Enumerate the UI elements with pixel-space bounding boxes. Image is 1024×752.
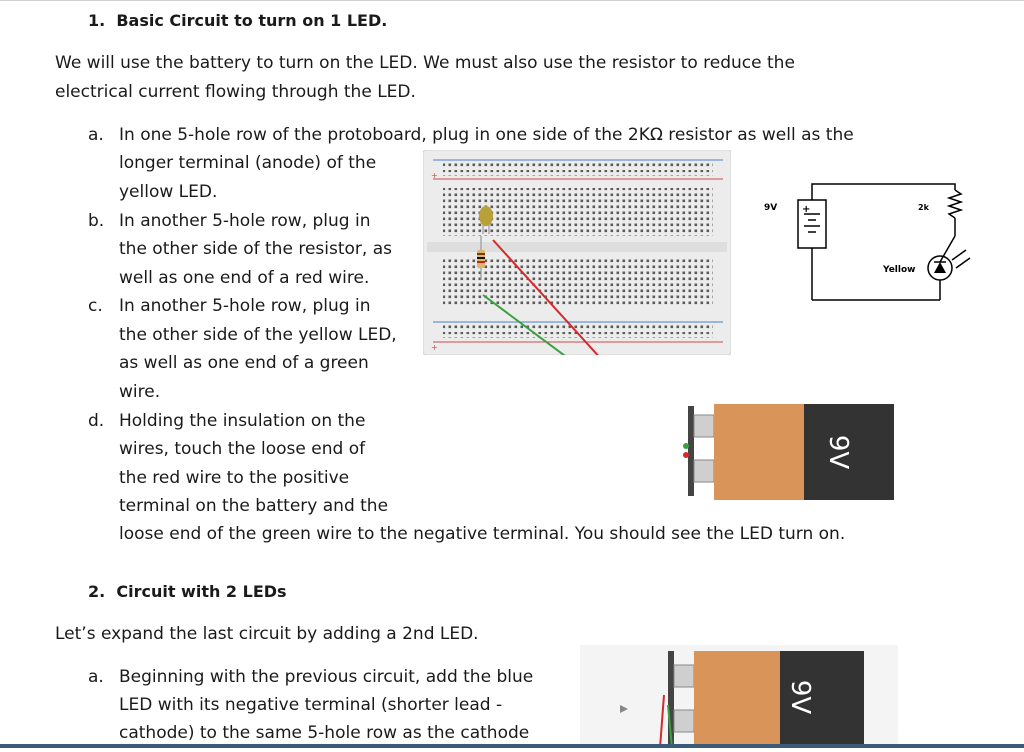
svg-text:+: +	[431, 171, 438, 180]
step-d-line-2: wires, touch the loose end of	[119, 439, 366, 459]
step-c-marker: c.	[88, 296, 103, 316]
step-d-line-3: the red wire to the positive	[119, 468, 350, 488]
battery-9v-image	[680, 400, 895, 502]
step-b-line-1: In another 5-hole row, plug in	[119, 211, 371, 231]
schematic-voltage-label: 9V	[764, 203, 778, 213]
step-a-line-2: longer terminal (anode) of the	[119, 153, 377, 173]
step-c-line-3: as well as one end of a green	[119, 353, 369, 373]
section-1-intro-line-1: We will use the battery to turn on the LED. We must also use the resistor to reduce the	[55, 53, 795, 73]
battery-2-label: 9V	[785, 679, 815, 715]
step-a-marker: a.	[88, 125, 104, 145]
section-2-heading: 2. Circuit with 2 LEDs	[88, 582, 287, 601]
schematic-led-label: Yellow	[883, 265, 916, 275]
section-2-step-a-line-2: LED with its negative terminal (shorter lead -	[119, 695, 503, 715]
step-c-line-2: the other side of the yellow LED,	[119, 325, 397, 345]
step-b-line-2: the other side of the resistor, as	[119, 239, 392, 259]
step-d-line-4: terminal on the battery and the	[119, 496, 389, 516]
step-c-line-4: wire.	[119, 382, 161, 402]
step-a-line-3: yellow LED.	[119, 182, 218, 202]
breadboard-image	[423, 150, 731, 355]
section-1-intro-line-2: electrical current flowing through the LED.	[55, 82, 416, 102]
step-d-marker: d.	[88, 411, 105, 431]
step-b-marker: b.	[88, 211, 105, 231]
step-a-line-1: In one 5-hole row of the protoboard, plug in one side of the 2KΩ resistor as well as the	[119, 125, 854, 145]
section-2-step-a-marker: a.	[88, 667, 104, 687]
section-2-step-a-line-1: Beginning with the previous circuit, add the blue	[119, 667, 534, 687]
section-2-step-a-line-3: cathode) to the same 5-hole row as the cathode	[119, 723, 530, 743]
step-c-line-1: In another 5-hole row, plug in	[119, 296, 371, 316]
schematic-resistor-label: 2k	[918, 203, 929, 212]
step-d-line-1: Holding the insulation on the	[119, 411, 366, 431]
section-2-intro: Let’s expand the last circuit by adding a 2nd LED.	[55, 624, 479, 644]
circuit-schematic	[760, 178, 980, 303]
step-d-line-5: loose end of the green wire to the negative terminal. You should see the LED turn on.	[119, 524, 846, 544]
battery-9v-image-2	[580, 645, 898, 748]
battery-label: 9V	[823, 434, 853, 470]
section-1-heading: 1. Basic Circuit to turn on 1 LED.	[88, 11, 388, 30]
svg-text:+: +	[431, 343, 438, 352]
step-b-line-3: well as one end of a red wire.	[119, 268, 370, 288]
page-top-border	[0, 0, 1024, 1]
schematic-plus-sign: +	[802, 204, 811, 215]
bottom-bar	[0, 744, 1024, 748]
